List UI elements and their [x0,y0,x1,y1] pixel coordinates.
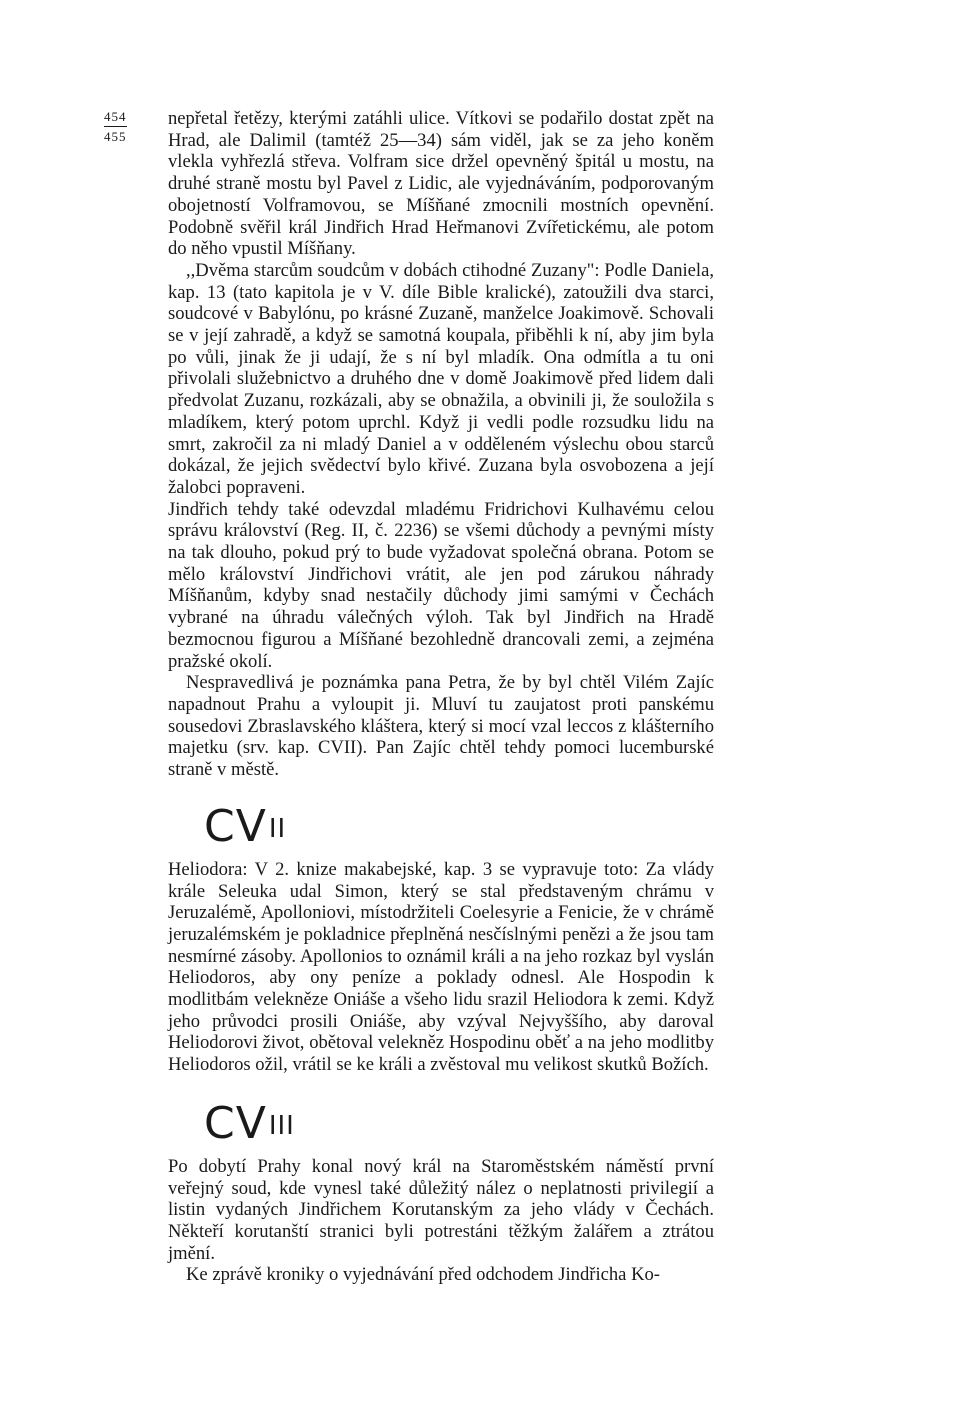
main-text-column [168,108,714,1286]
chapter-heading-sup: II [268,813,287,844]
paragraph: Heliodora: V 2. knize makabejské, kap. 3 se vypravuje toto: Za vlády krále Seleuka udal Simon, který se stal představeným chrámu v Jeruzalémě, Apolloniovi, místodržiteli Coelesyrie a Fenicie, že v chrámě jeruzalémském je pokladnice přeplněná nesčíslnými penězi a že jsou tam nesmírné zásoby. Apollonios to oznámil králi a na jeho rozkaz byl vyslán Heliodoros, aby ony peníze a poklady odnesl. Ale Hospodin k modlitbám velekněze Oniáše a všeho lidu srazil Heliodora k zemi. Když jeho průvodci prosili Oniáše, aby vzýval Nejvyššího, aby daroval Heliodorovi život, obětoval velekněz Hospodinu oběť a na jeho modlitby Heliodoros ožil, vrátil se ke králi a zvěstoval mu velikost skutků Božích. [168,858,714,1076]
page-numbers [104,107,127,147]
paragraph: Nespravedlivá je poznámka pana Petra, že by byl chtěl Vilém Zajíc napadnout Prahu a vyloupit ji. Mluví tu zaujatost proti panskému sousedovi Zbraslavského kláštera, který si mocí vzal leccos z klášterního majetku (srv. kap. CVII). Pan Zajíc chtěl tehdy pomoci lucemburské straně v městě. [168,672,714,781]
chapter-heading [204,1097,714,1149]
chapter-heading-main: CV [204,1097,267,1149]
chapter-heading [204,800,714,852]
page-number-top: 454 [104,108,127,127]
chapter-heading-sup: III [268,1110,295,1141]
paragraph: Ke zprávě kroniky o vyjednávání před odchodem Jindřicha Ko- [186,1264,660,1286]
paragraph: ,,Dvěma starcům soudcům v dobách ctihodné Zuzany": Podle Daniela, kap. 13 (tato kapitola je v V. díle Bible kralické), zatoužili dva starci, soudcové v Babylónu, po krásné Zuzaně, manželce Joakimově. Schovali se v její zahradě, a když se samotná koupala, přiběhli k ní, aby jim byla po vůli, jinak že ji udají, že s ní byl mladík. Ona odmítla a tu oni přivolali služebnictvo a druhého dne v domě Joakimově před lidem dali předvolat Zuzanu, rozkázali, aby se obnažila, a obvinili ji, že souložila s mladíkem, který potom uprchl. Když ji vedli podle rozsudku lidu na smrt, zakročil za ni mladý Daniel a v odděleném výslechu obou starců dokázal, že jejich svědectví bylo křivé. Zuzana byla osvobozena a její žalobci popraveni. [168,259,714,498]
page-number-bottom: 455 [104,129,127,144]
paragraph: nepřetal řetězy, kterými zatáhli ulice. Vítkovi se podařilo dostat zpět na Hrad, ale Dalimil (tamtéž 25—34) sám viděl, jak se za jeho koněm vlekla vyhřezlá střeva. Volfram sice držel opevněný špitál u mostu, na druhé straně mostu byl Pavel z Lidic, ale vyjednáváním, podporovaným obojetností Volframovou, se Míšňané zmocnili mostních opevnění. Podobně svěřil král Jindřich Hrad Heřmanovi Zvířetickému, ale potom do něho vpustil Míšňany. [168,108,714,260]
paragraph: Jindřich tehdy také odevzdal mladému Fridrichovi Kulhavému celou správu království (Reg. II, č. 2236) se všemi důchody a pevnými místy na tak dlouho, pokud prý to bude vyžadovat společná obrana. Potom se mělo království Jindřichovi vrátit, ale jen pod zárukou náhrady Míšňanům, kdyby snad nestačily důchody jimi samými v Čechách vybrané na úhradu válečných výloh. Tak byl Jindřich na Hradě bezmocnou figurou a Míšňané bezohledně drancovali zemi, a zejména pražské okolí. [168,498,714,672]
paragraph: Po dobytí Prahy konal nový král na Staroměstském náměstí první veřejný soud, kde vynesl také důležitý nález o neplatnosti privilegií a listin vydaných Jindřichem Korutanským za jeho vlády v Čechách. Někteří korutanští stranici byli potrestáni těžkým žalářem a ztrátou jmění. [168,1155,714,1264]
chapter-heading-main: CV [204,800,267,852]
